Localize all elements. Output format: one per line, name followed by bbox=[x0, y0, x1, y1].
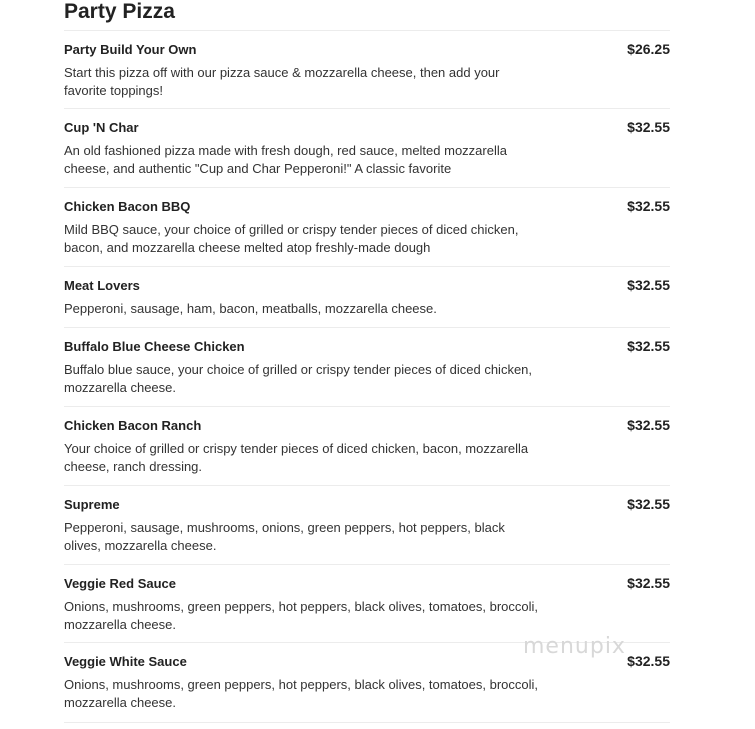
item-price: $32.55 bbox=[627, 198, 670, 214]
item-description: Pepperoni, sausage, mushrooms, onions, green peppers, hot peppers, black olives, mozzarella cheese. bbox=[64, 520, 505, 553]
menu-item bbox=[64, 267, 670, 328]
item-name: Meat Lovers bbox=[64, 278, 140, 293]
item-description: Pepperoni, sausage, ham, bacon, meatballs, mozzarella cheese. bbox=[64, 301, 437, 316]
menu-section bbox=[64, 0, 670, 723]
item-price: $32.55 bbox=[627, 496, 670, 512]
section-title: Party Pizza bbox=[64, 0, 670, 31]
item-price: $26.25 bbox=[627, 41, 670, 57]
menu-item bbox=[64, 109, 670, 188]
item-name: Veggie White Sauce bbox=[64, 654, 187, 669]
item-price: $32.55 bbox=[627, 417, 670, 433]
item-price: $32.55 bbox=[627, 575, 670, 591]
item-price: $32.55 bbox=[627, 338, 670, 354]
menu-item bbox=[64, 486, 670, 565]
watermark-logo: menupix bbox=[523, 634, 626, 659]
item-description: Onions, mushrooms, green peppers, hot peppers, black olives, tomatoes, broccoli, mozzarella cheese. bbox=[64, 599, 539, 632]
menu-item bbox=[64, 31, 670, 109]
item-name: Chicken Bacon BBQ bbox=[64, 199, 191, 214]
menu-item bbox=[64, 565, 670, 643]
item-description: Start this pizza off with our pizza sauce & mozzarella cheese, then add your favorite toppings! bbox=[64, 65, 500, 98]
item-description: Your choice of grilled or crispy tender pieces of diced chicken, bacon, mozzarella cheese, ranch dressing. bbox=[64, 441, 529, 474]
menu-item bbox=[64, 407, 670, 486]
item-name: Cup 'N Char bbox=[64, 120, 139, 135]
item-price: $32.55 bbox=[627, 653, 670, 669]
item-name: Chicken Bacon Ranch bbox=[64, 418, 202, 433]
item-price: $32.55 bbox=[627, 119, 670, 135]
item-name: Supreme bbox=[64, 497, 120, 512]
item-description: An old fashioned pizza made with fresh dough, red sauce, melted mozzarella cheese, and authentic "Cup and Char Pepperoni!" A classic favorite bbox=[64, 143, 507, 176]
item-description: Buffalo blue sauce, your choice of grilled or crispy tender pieces of diced chicken, mozzarella cheese. bbox=[64, 362, 533, 395]
item-name: Party Build Your Own bbox=[64, 42, 197, 57]
item-name: Buffalo Blue Cheese Chicken bbox=[64, 339, 245, 354]
item-name: Veggie Red Sauce bbox=[64, 576, 176, 591]
menu-item bbox=[64, 188, 670, 267]
menu-item bbox=[64, 328, 670, 407]
item-description: Onions, mushrooms, green peppers, hot peppers, black olives, tomatoes, broccoli, mozzarella cheese. bbox=[64, 677, 539, 710]
item-price: $32.55 bbox=[627, 277, 670, 293]
item-description: Mild BBQ sauce, your choice of grilled or crispy tender pieces of diced chicken, bacon, and mozzarella cheese melted atop freshly-made dough bbox=[64, 222, 519, 255]
